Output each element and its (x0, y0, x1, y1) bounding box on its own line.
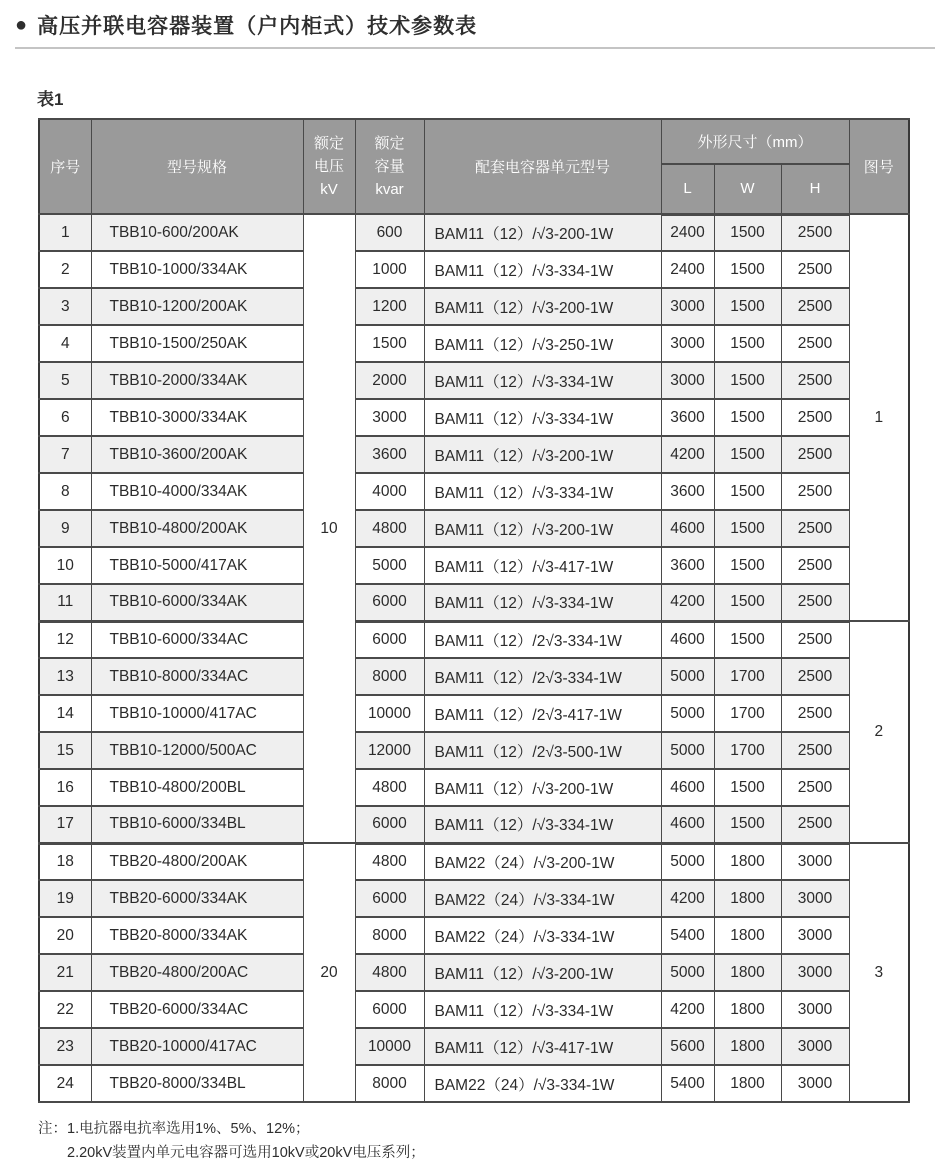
cell-unit: BAM11（12）/√3-334-1W (424, 251, 661, 288)
cell-w: 1500 (714, 473, 781, 510)
cell-h: 3000 (781, 954, 849, 991)
cell-w: 1500 (714, 806, 781, 843)
cell-voltage-group: 10 (303, 214, 355, 843)
cell-voltage-group: 20 (303, 843, 355, 1102)
cell-unit: BAM11（12）/√3-200-1W (424, 510, 661, 547)
page-header (0, 0, 950, 40)
cell-no: 12 (39, 621, 91, 658)
cell-no: 14 (39, 695, 91, 732)
cell-no: 19 (39, 880, 91, 917)
cell-h: 2500 (781, 399, 849, 436)
cell-no: 20 (39, 917, 91, 954)
cell-h: 2500 (781, 325, 849, 362)
table-row (39, 991, 909, 1028)
cell-model: TBB10-3600/200AK (91, 436, 303, 473)
cell-unit: BAM11（12）/√3-200-1W (424, 214, 661, 251)
cell-capacity: 4800 (355, 769, 424, 806)
cell-h: 2500 (781, 695, 849, 732)
cell-w: 1500 (714, 547, 781, 584)
cell-model: TBB10-4800/200BL (91, 769, 303, 806)
cell-no: 23 (39, 1028, 91, 1065)
cell-capacity: 1500 (355, 325, 424, 362)
cell-w: 1500 (714, 621, 781, 658)
cell-h: 2500 (781, 436, 849, 473)
cell-h: 3000 (781, 880, 849, 917)
table-row (39, 954, 909, 991)
cell-h: 2500 (781, 288, 849, 325)
cell-no: 15 (39, 732, 91, 769)
table-row (39, 621, 909, 658)
cell-w: 1800 (714, 1065, 781, 1102)
cell-figure-group: 1 (849, 214, 909, 621)
table-row (39, 658, 909, 695)
cell-l: 2400 (661, 214, 714, 251)
cell-capacity: 1200 (355, 288, 424, 325)
header-model: 型号规格 (91, 119, 303, 214)
cell-figure-group: 3 (849, 843, 909, 1102)
bullet-icon: ● (15, 14, 28, 36)
cell-capacity: 3600 (355, 436, 424, 473)
cell-model: TBB10-5000/417AK (91, 547, 303, 584)
table-row (39, 695, 909, 732)
cell-no: 10 (39, 547, 91, 584)
cell-unit: BAM22（24）/√3-200-1W (424, 843, 661, 880)
table-row (39, 806, 909, 843)
header-voltage-line2: 电压 (313, 158, 344, 175)
cell-w: 1500 (714, 251, 781, 288)
cell-capacity: 12000 (355, 732, 424, 769)
cell-unit: BAM11（12）/√3-250-1W (424, 325, 661, 362)
cell-h: 3000 (781, 1065, 849, 1102)
cell-l: 5000 (661, 658, 714, 695)
cell-l: 5400 (661, 1065, 714, 1102)
cell-model: TBB10-8000/334AC (91, 658, 303, 695)
cell-capacity: 6000 (355, 806, 424, 843)
table-row (39, 436, 909, 473)
cell-model: TBB10-6000/334AC (91, 621, 303, 658)
cell-capacity: 6000 (355, 621, 424, 658)
header-capacity-line1: 额定 (374, 135, 405, 152)
cell-no: 22 (39, 991, 91, 1028)
cell-w: 1800 (714, 880, 781, 917)
cell-no: 9 (39, 510, 91, 547)
cell-model: TBB20-8000/334BL (91, 1065, 303, 1102)
cell-l: 5000 (661, 954, 714, 991)
cell-h: 2500 (781, 621, 849, 658)
footnotes (38, 1117, 950, 1165)
cell-w: 1500 (714, 325, 781, 362)
cell-l: 5000 (661, 732, 714, 769)
cell-no: 17 (39, 806, 91, 843)
cell-model: TBB10-1500/250AK (91, 325, 303, 362)
cell-capacity: 4800 (355, 843, 424, 880)
cell-w: 1700 (714, 695, 781, 732)
table-row (39, 917, 909, 954)
cell-model: TBB10-6000/334AK (91, 584, 303, 621)
cell-unit: BAM11（12）/√3-417-1W (424, 547, 661, 584)
cell-capacity: 4000 (355, 473, 424, 510)
spec-table (38, 118, 910, 1103)
cell-unit: BAM11（12）/√3-417-1W (424, 1028, 661, 1065)
cell-l: 4600 (661, 510, 714, 547)
table-row (39, 325, 909, 362)
cell-l: 3600 (661, 473, 714, 510)
header-figure: 图号 (849, 119, 909, 214)
cell-l: 3600 (661, 547, 714, 584)
table-header (39, 119, 909, 214)
cell-unit: BAM11（12）/√3-200-1W (424, 769, 661, 806)
cell-h: 2500 (781, 584, 849, 621)
cell-capacity: 1000 (355, 251, 424, 288)
cell-capacity: 4800 (355, 510, 424, 547)
cell-no: 3 (39, 288, 91, 325)
cell-h: 2500 (781, 473, 849, 510)
cell-unit: BAM11（12）/2√3-417-1W (424, 695, 661, 732)
cell-unit: BAM11（12）/2√3-334-1W (424, 658, 661, 695)
table-row (39, 1065, 909, 1102)
cell-model: TBB10-4800/200AK (91, 510, 303, 547)
cell-w: 1500 (714, 399, 781, 436)
cell-h: 2500 (781, 769, 849, 806)
cell-unit: BAM11（12）/√3-334-1W (424, 584, 661, 621)
header-unit: 配套电容器单元型号 (424, 119, 661, 214)
cell-h: 2500 (781, 251, 849, 288)
title-divider (15, 47, 935, 49)
cell-w: 1800 (714, 991, 781, 1028)
cell-unit: BAM11（12）/√3-200-1W (424, 954, 661, 991)
cell-model: TBB20-10000/417AC (91, 1028, 303, 1065)
cell-w: 1500 (714, 214, 781, 251)
cell-unit: BAM11（12）/√3-334-1W (424, 806, 661, 843)
footnote-item: 1.电抗器电抗率选用1%、5%、12%； (67, 1121, 310, 1137)
cell-w: 1500 (714, 584, 781, 621)
cell-capacity: 8000 (355, 917, 424, 954)
table-row (39, 769, 909, 806)
cell-capacity: 2000 (355, 362, 424, 399)
cell-figure-group: 2 (849, 621, 909, 843)
cell-no: 24 (39, 1065, 91, 1102)
cell-capacity: 10000 (355, 695, 424, 732)
cell-capacity: 3000 (355, 399, 424, 436)
cell-l: 4600 (661, 806, 714, 843)
cell-model: TBB10-600/200AK (91, 214, 303, 251)
page-title: 高压并联电容器装置（户内柜式）技术参数表 (37, 15, 478, 38)
cell-model: TBB20-6000/334AC (91, 991, 303, 1028)
cell-h: 2500 (781, 547, 849, 584)
table-row (39, 547, 909, 584)
table-row (39, 584, 909, 621)
cell-no: 1 (39, 214, 91, 251)
cell-model: TBB20-4800/200AK (91, 843, 303, 880)
cell-model: TBB20-6000/334AK (91, 880, 303, 917)
table-row (39, 251, 909, 288)
header-no: 序号 (39, 119, 91, 214)
cell-h: 2500 (781, 732, 849, 769)
cell-model: TBB20-8000/334AK (91, 917, 303, 954)
cell-w: 1500 (714, 288, 781, 325)
cell-no: 18 (39, 843, 91, 880)
cell-unit: BAM11（12）/√3-200-1W (424, 288, 661, 325)
footnote-item: 2.20kV装置内单元电容器可选用10kV或20kV电压系列； (67, 1145, 425, 1161)
cell-w: 1800 (714, 917, 781, 954)
cell-capacity: 6000 (355, 991, 424, 1028)
cell-h: 2500 (781, 362, 849, 399)
cell-h: 2500 (781, 214, 849, 251)
cell-l: 5000 (661, 843, 714, 880)
cell-no: 8 (39, 473, 91, 510)
table-row (39, 843, 909, 880)
cell-unit: BAM11（12）/√3-334-1W (424, 399, 661, 436)
cell-model: TBB10-1200/200AK (91, 288, 303, 325)
cell-h: 2500 (781, 806, 849, 843)
cell-capacity: 8000 (355, 658, 424, 695)
cell-unit: BAM22（24）/√3-334-1W (424, 1065, 661, 1102)
cell-unit: BAM22（24）/√3-334-1W (424, 880, 661, 917)
cell-l: 5000 (661, 695, 714, 732)
cell-no: 21 (39, 954, 91, 991)
header-dim-h: H (781, 164, 849, 214)
cell-unit: BAM11（12）/√3-200-1W (424, 436, 661, 473)
cell-unit: BAM11（12）/√3-334-1W (424, 991, 661, 1028)
cell-l: 3000 (661, 325, 714, 362)
cell-model: TBB10-10000/417AC (91, 695, 303, 732)
cell-w: 1500 (714, 436, 781, 473)
cell-model: TBB10-6000/334BL (91, 806, 303, 843)
cell-l: 5400 (661, 917, 714, 954)
cell-w: 1500 (714, 769, 781, 806)
table-row (39, 473, 909, 510)
cell-no: 2 (39, 251, 91, 288)
cell-h: 3000 (781, 917, 849, 954)
table-row (39, 1028, 909, 1065)
cell-l: 3000 (661, 362, 714, 399)
cell-l: 4200 (661, 991, 714, 1028)
cell-unit: BAM11（12）/2√3-334-1W (424, 621, 661, 658)
table-row (39, 510, 909, 547)
cell-w: 1800 (714, 1028, 781, 1065)
cell-no: 13 (39, 658, 91, 695)
cell-model: TBB10-1000/334AK (91, 251, 303, 288)
table-row (39, 362, 909, 399)
cell-l: 5600 (661, 1028, 714, 1065)
cell-capacity: 4800 (355, 954, 424, 991)
cell-capacity: 6000 (355, 584, 424, 621)
cell-l: 4200 (661, 584, 714, 621)
cell-model: TBB10-4000/334AK (91, 473, 303, 510)
table-row (39, 214, 909, 251)
cell-h: 3000 (781, 843, 849, 880)
table-row (39, 880, 909, 917)
header-dimensions: 外形尺寸（mm） (661, 119, 849, 164)
cell-l: 2400 (661, 251, 714, 288)
cell-w: 1500 (714, 362, 781, 399)
cell-unit: BAM22（24）/√3-334-1W (424, 917, 661, 954)
table-row (39, 732, 909, 769)
cell-l: 4200 (661, 880, 714, 917)
footnote-prefix: 注： (38, 1121, 67, 1137)
cell-w: 1700 (714, 732, 781, 769)
cell-w: 1800 (714, 954, 781, 991)
cell-no: 6 (39, 399, 91, 436)
cell-l: 3600 (661, 399, 714, 436)
header-voltage-line1: 额定 (313, 135, 344, 152)
cell-h: 3000 (781, 991, 849, 1028)
table-row (39, 288, 909, 325)
cell-no: 7 (39, 436, 91, 473)
header-dim-w: W (714, 164, 781, 214)
cell-unit: BAM11（12）/√3-334-1W (424, 362, 661, 399)
header-voltage (303, 119, 355, 214)
cell-no: 5 (39, 362, 91, 399)
cell-capacity: 10000 (355, 1028, 424, 1065)
header-capacity-line2: 容量 (374, 158, 405, 175)
header-capacity (355, 119, 424, 214)
header-dim-l: L (661, 164, 714, 214)
cell-unit: BAM11（12）/2√3-500-1W (424, 732, 661, 769)
cell-model: TBB20-4800/200AC (91, 954, 303, 991)
cell-no: 16 (39, 769, 91, 806)
cell-capacity: 5000 (355, 547, 424, 584)
cell-h: 2500 (781, 510, 849, 547)
cell-l: 4200 (661, 436, 714, 473)
table-label: 表1 (37, 90, 64, 109)
cell-no: 11 (39, 584, 91, 621)
cell-l: 3000 (661, 288, 714, 325)
cell-w: 1800 (714, 843, 781, 880)
cell-l: 4600 (661, 769, 714, 806)
cell-unit: BAM11（12）/√3-334-1W (424, 473, 661, 510)
cell-model: TBB10-12000/500AC (91, 732, 303, 769)
cell-h: 3000 (781, 1028, 849, 1065)
cell-w: 1700 (714, 658, 781, 695)
cell-no: 4 (39, 325, 91, 362)
cell-l: 4600 (661, 621, 714, 658)
cell-capacity: 6000 (355, 880, 424, 917)
header-capacity-line3: kvar (375, 181, 404, 198)
cell-w: 1500 (714, 510, 781, 547)
table-row (39, 399, 909, 436)
cell-capacity: 8000 (355, 1065, 424, 1102)
cell-h: 2500 (781, 658, 849, 695)
cell-model: TBB10-3000/334AK (91, 399, 303, 436)
cell-capacity: 600 (355, 214, 424, 251)
cell-model: TBB10-2000/334AK (91, 362, 303, 399)
header-voltage-line3: kV (320, 181, 338, 198)
